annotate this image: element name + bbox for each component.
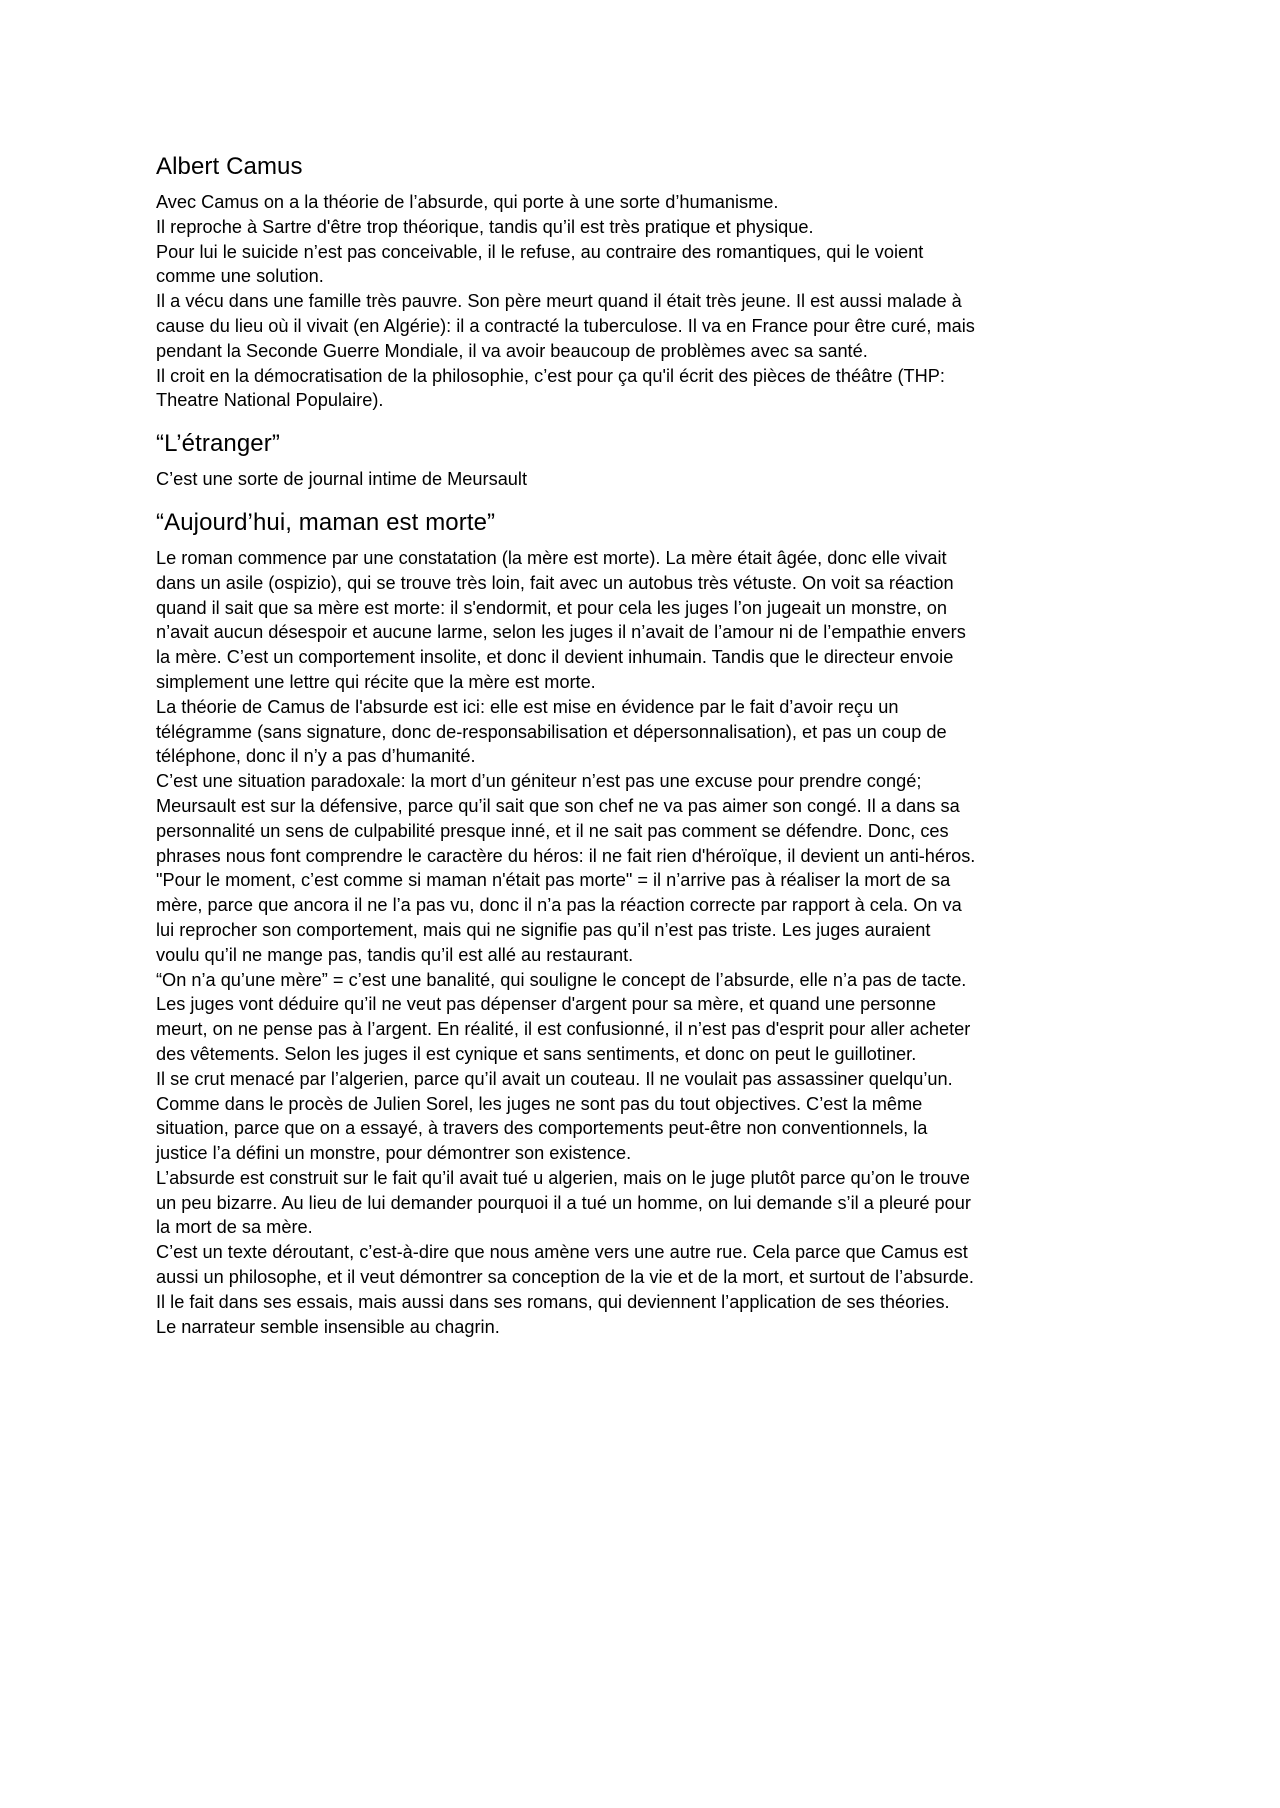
paragraph-line: cause du lieu où il vivait (en Algérie): il a contracté la tuberculose. Il va en France pour être curé, mais	[156, 315, 975, 336]
paragraph-line: meurt, on ne pense pas à l’argent. En réalité, il est confusionné, il n’est pas d'esprit pour aller acheter	[156, 1019, 971, 1040]
paragraph-line: justice l’a défini un monstre, pour démontrer son existence.	[156, 1143, 632, 1164]
section-l-etranger	[156, 427, 1136, 492]
paragraph-line: n’avait aucun désespoir et aucune larme, selon les juges il n’avait de l’amour ni de l’empathie envers	[156, 622, 966, 643]
paragraph-line: la mère. C’est un comportement insolite, et donc il devient inhumain. Tandis que le directeur envoie	[156, 647, 954, 668]
paragraph-line: situation, parce que on a essayé, à travers des comportements peut-être non conventionnels, la	[156, 1118, 928, 1139]
paragraph-line: Il reproche à Sartre d'être trop théorique, tandis qu’il est très pratique et physique.	[156, 216, 814, 237]
paragraph-line: Comme dans le procès de Julien Sorel, les juges ne sont pas du tout objectives. C’est la même	[156, 1093, 923, 1114]
paragraph-line: un peu bizarre. Au lieu de lui demander pourquoi il a tué un homme, on lui demande s’il a pleuré pour	[156, 1192, 971, 1213]
paragraph-line: dans un asile (ospizio), qui se trouve très loin, fait avec un autobus très vétuste. On voit sa réaction	[156, 572, 954, 593]
paragraph-line: personnalité un sens de culpabilité presque inné, et il ne sait pas comment se défendre. Donc, ces	[156, 820, 949, 841]
paragraph-line: quand il sait que sa mère est morte: il s'endormit, et pour cela les juges l’on jugeait un monstre, on	[156, 597, 948, 618]
paragraph-line: La théorie de Camus de l'absurde est ici: elle est mise en évidence par le fait d’avoir reçu un	[156, 696, 899, 717]
paragraph-line: simplement une lettre qui récite que la mère est morte.	[156, 671, 596, 692]
paragraph-line: Le narrateur semble insensible au chagrin.	[156, 1316, 500, 1337]
paragraph-line: Avec Camus on a la théorie de l’absurde, qui porte à une sorte d’humanisme.	[156, 192, 779, 212]
paragraph-line: des vêtements. Selon les juges il est cynique et sans sentiments, et donc on peut le guillotiner.	[156, 1043, 917, 1064]
paragraph-line: “On n’a qu’une mère” = c’est une banalité, qui souligne le concept de l’absurde, elle n’a pas de tacte.	[156, 969, 967, 990]
paragraph-line: Pour lui le suicide n’est pas conceivable, il le refuse, au contraire des romantiques, qui le voient	[156, 241, 924, 262]
paragraph-line: mère, parce que ancora il ne l’a pas vu, donc il n’a pas la réaction correcte par rapport à cela. On va	[156, 895, 962, 916]
paragraph-line: Le roman commence par une constatation (la mère est morte). La mère était âgée, donc elle vivait	[156, 547, 947, 568]
paragraph-line: C’est une sorte de journal intime de Meursault	[156, 469, 528, 490]
section-title: Albert Camus	[156, 153, 303, 180]
section-title: “Aujourd’hui, maman est morte”	[156, 508, 496, 536]
section-albert-camus	[156, 150, 1136, 413]
paragraph-line: lui reprocher son comportement, mais qui ne signifie pas qu’il n’est pas triste. Les juges auraient	[156, 919, 931, 940]
paragraph-line: télégramme (sans signature, donc de-responsabilisation et dépersonnalisation), et pas un coup de	[156, 721, 947, 742]
document-page	[156, 150, 1136, 1339]
paragraph-line: Theatre National Populaire).	[156, 390, 384, 411]
paragraph-line: Il se crut menacé par l’algerien, parce qu’il avait un couteau. Il ne voulait pas assassiner quelqu’un.	[156, 1068, 953, 1089]
paragraph-line: Il croit en la démocratisation de la philosophie, c’est pour ça qu'il écrit des pièces de théâtre (THP:	[156, 365, 945, 386]
paragraph-line: Meursault est sur la défensive, parce qu’il sait que son chef ne va pas aimer son congé. Il a dans sa	[156, 795, 960, 816]
paragraph-line: C’est une situation paradoxale: la mort d’un géniteur n’est pas une excuse pour prendre congé;	[156, 771, 922, 792]
paragraph-line: Il a vécu dans une famille très pauvre. Son père meurt quand il était très jeune. Il est aussi malade à	[156, 291, 962, 312]
paragraph-line: Les juges vont déduire qu’il ne veut pas dépenser d'argent pour sa mère, et quand une personne	[156, 994, 937, 1015]
paragraph-line: comme une solution.	[156, 266, 324, 287]
paragraph-line: pendant la Seconde Guerre Mondiale, il va avoir beaucoup de problèmes avec sa santé.	[156, 340, 868, 361]
section-aujourdhui-maman-est-morte	[156, 506, 1136, 1340]
paragraph-line: la mort de sa mère.	[156, 1217, 313, 1238]
section-title: “L’étranger”	[156, 430, 280, 458]
paragraph-line: Il le fait dans ses essais, mais aussi dans ses romans, qui deviennent l’application de ses théories.	[156, 1291, 950, 1312]
paragraph-line: "Pour le moment, c’est comme si maman n'était pas morte" = il n’arrive pas à réaliser la mort de sa	[156, 870, 951, 891]
paragraph-line: phrases nous font comprendre le caractère du héros: il ne fait rien d'héroïque, il devient un anti-héros.	[156, 845, 976, 866]
paragraph-line: aussi un philosophe, et il veut démontrer sa conception de la vie et de la mort, et surtout de l’absurde.	[156, 1267, 974, 1288]
paragraph-line: C’est un texte déroutant, c’est-à-dire que nous amène vers une autre rue. Cela parce que Camus est	[156, 1242, 968, 1263]
paragraph-line: L’absurde est construit sur le fait qu’il avait tué u algerien, mais on le juge plutôt parce qu’on le trouve	[156, 1167, 970, 1188]
paragraph-line: téléphone, donc il n’y a pas d’humanité.	[156, 746, 476, 767]
paragraph-line: voulu qu’il ne mange pas, tandis qu’il est allé au restaurant.	[156, 944, 634, 965]
